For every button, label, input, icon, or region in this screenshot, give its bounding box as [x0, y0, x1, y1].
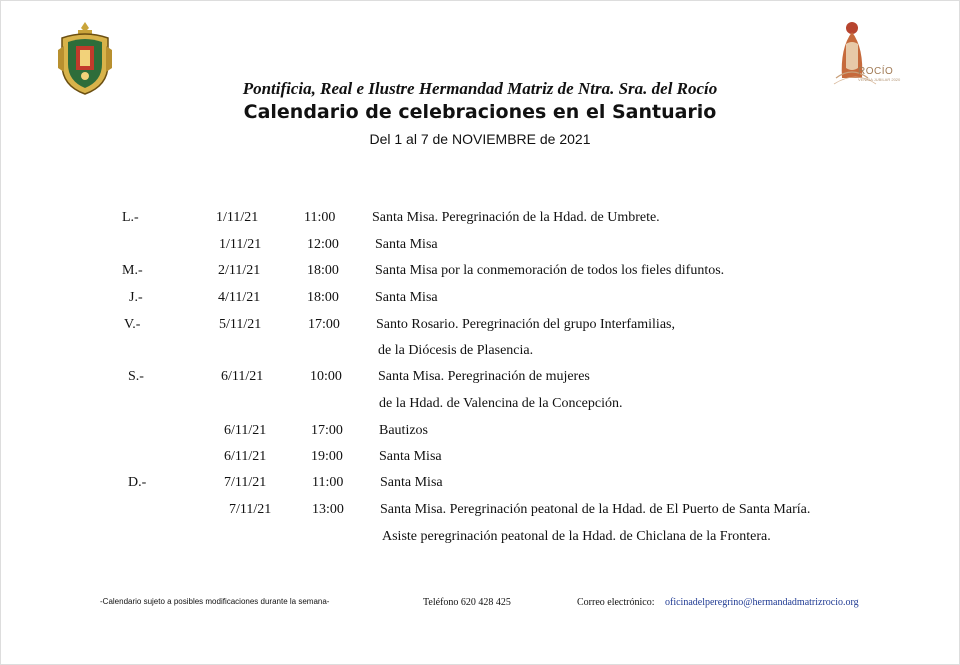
date-cell: 4/11/21: [218, 290, 261, 305]
event-cell: Santa Misa: [375, 290, 438, 305]
event-cell: Santa Misa: [375, 237, 438, 252]
logo-text: ROCÍO: [858, 66, 894, 77]
time-cell: 13:00: [312, 502, 344, 517]
time-cell: 10:00: [310, 369, 342, 384]
day-label: S.-: [128, 369, 144, 384]
event-cell: Santo Rosario. Peregrinación del grupo Interfamilias,: [376, 317, 675, 332]
event-cell: Santa Misa. Peregrinación peatonal de la Hdad. de El Puerto de Santa María.: [380, 502, 811, 517]
schedule-row: [0, 317, 960, 335]
date-cell: 6/11/21: [224, 449, 267, 464]
day-label: M.-: [122, 263, 143, 278]
date-cell: 1/11/21: [219, 237, 262, 252]
page-title: Calendario de celebraciones en el Santuario: [243, 101, 717, 123]
date-range: Del 1 al 7 de NOVIEMBRE de 2021: [369, 131, 591, 147]
event-cell: Bautizos: [379, 423, 428, 438]
time-cell: 18:00: [307, 290, 339, 305]
schedule-row: [0, 210, 960, 228]
time-cell: 11:00: [304, 210, 336, 225]
date-cell: 1/11/21: [216, 210, 259, 225]
day-label: D.-: [128, 475, 147, 490]
time-cell: 17:00: [308, 317, 340, 332]
time-cell: 11:00: [312, 475, 344, 490]
schedule-row: [0, 529, 960, 547]
schedule-row: [0, 237, 960, 255]
time-cell: 12:00: [307, 237, 339, 252]
schedule-row: [0, 343, 960, 361]
event-cell: Santa Misa. Peregrinación de mujeres: [378, 369, 590, 384]
brotherhood-name: Pontificia, Real e Ilustre Hermandad Matriz de Ntra. Sra. del Rocío: [242, 79, 718, 98]
schedule-row: [0, 449, 960, 467]
footer-phone: Teléfono 620 428 425: [423, 597, 511, 608]
event-cell: Santa Misa por la conmemoración de todos los fieles difuntos.: [375, 263, 725, 278]
day-label: J.-: [129, 290, 143, 305]
event-cell: Santa Misa: [380, 475, 443, 490]
day-label: V.-: [124, 317, 141, 332]
date-cell: 6/11/21: [221, 369, 264, 384]
footer-email-label: Correo electrónico:: [577, 597, 655, 608]
date-cell: 5/11/21: [219, 317, 262, 332]
schedule-row: [0, 290, 960, 308]
event-cell: Asiste peregrinación peatonal de la Hdad. de Chiclana de la Frontera.: [382, 529, 771, 544]
schedule-row: [0, 263, 960, 281]
day-label: L.-: [122, 210, 139, 225]
event-cell: Santa Misa. Peregrinación de la Hdad. de Umbrete.: [372, 210, 660, 225]
logo-subtext: VENIDA JUBILAR 2020: [858, 77, 901, 82]
event-cell: Santa Misa: [379, 449, 442, 464]
time-cell: 18:00: [307, 263, 339, 278]
date-cell: 7/11/21: [224, 475, 267, 490]
time-cell: 17:00: [311, 423, 343, 438]
schedule-row: [0, 423, 960, 441]
event-cell: de la Diócesis de Plasencia.: [378, 343, 534, 358]
time-cell: 19:00: [311, 449, 343, 464]
footer-email-link[interactable]: oficinadelperegrino@hermandadmatrizrocio.org: [665, 597, 859, 608]
date-cell: 6/11/21: [224, 423, 267, 438]
schedule-row: [0, 369, 960, 387]
schedule-row: [0, 396, 960, 414]
date-cell: 2/11/21: [218, 263, 261, 278]
event-cell: de la Hdad. de Valencina de la Concepción.: [379, 396, 623, 411]
schedule-row: [0, 502, 960, 520]
footer-note: -Calendario sujeto a posibles modificaciones durante la semana-: [100, 597, 330, 606]
date-cell: 7/11/21: [229, 502, 272, 517]
schedule-row: [0, 475, 960, 493]
